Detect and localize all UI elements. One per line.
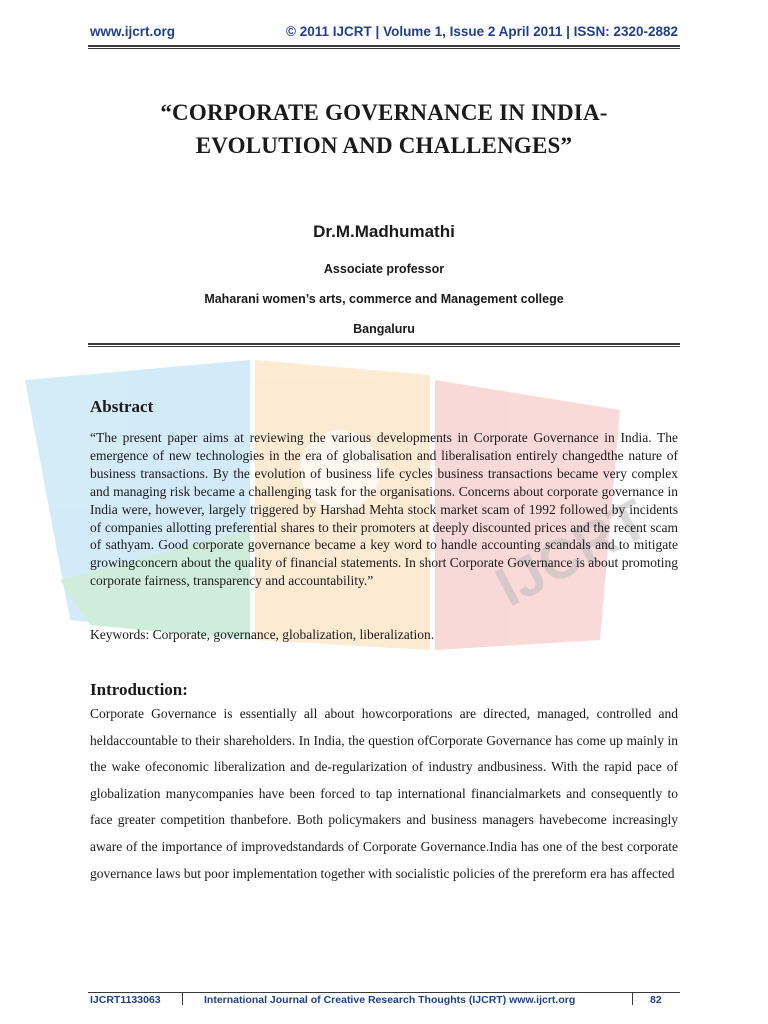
footer-separator	[632, 993, 633, 1005]
footer-page-number: 82	[650, 994, 662, 1006]
watermark-text: IJCRT	[485, 486, 658, 619]
author-city: Bangaluru	[353, 322, 415, 336]
header-rule	[88, 45, 680, 47]
footer-separator	[182, 993, 183, 1005]
header-rule-thin	[88, 48, 680, 49]
author-institution: Maharani women’s arts, commerce and Management college	[204, 292, 564, 306]
introduction-text: Corporate Governance is essentially all about howcorporations are directed, managed, controlled and heldaccountable to their shareholders. In India, the question ofCorporate Governance has come up mainly in the wake ofeconomic liberalization and de-regularization of industry andbusiness. With the rapid pace of globalization manycompanies have been forced to tap international financialmarkets and consequently to face greater competition thanbefore. Both policymakers and business managers havebecome increasingly aware of the importance of improvedstandards of Corporate Governance.India has one of the best corporate governance laws but poor implementation together with socialistic policies of the prereform era has affected	[90, 706, 678, 881]
introduction-heading: Introduction:	[90, 680, 188, 699]
footer-journal: International Journal of Creative Research Thoughts (IJCRT) www.ijcrt.org	[204, 994, 576, 1006]
abstract-heading: Abstract	[90, 397, 154, 416]
footer-paper-id: IJCRT1133063	[90, 994, 161, 1006]
footer-rule	[88, 992, 680, 993]
title-line-1: “CORPORATE GOVERNANCE IN INDIA-	[160, 100, 608, 125]
keywords: Keywords: Corporate, governance, globalization, liberalization.	[90, 627, 435, 642]
author-name: Dr.M.Madhumathi	[313, 222, 455, 241]
affiliation-rule-thin	[88, 346, 680, 347]
author-position: Associate professor	[323, 262, 445, 276]
header-site: www.ijcrt.org	[90, 24, 176, 39]
affiliation-rule	[88, 343, 680, 345]
abstract-text: “The present paper aims at reviewing the various developments in Corporate Governance in India. The emergence of new technologies in the era of globalisation and liberalisation entirely changedthe nature of business transactions. By the evolution of business life cycles business transactions became very complex and managing risk became a challenging task for the organisations. Concerns about corporate governance in India were, however, largely triggered by Harshad Mehta stock market scam of 1992 followed by incidents of companies allotting preferential shares to their promoters at deeply discounted prices and the recent scam of sathyam. Good corporate governance became a key word to handle accounting scandals and to mitigate growingconcern about the quality of financial statements. In short Corporate Governance is about promoting corporate fairness, transparency and accountability.”	[90, 430, 678, 589]
paper-title	[88, 96, 680, 162]
title-line-2: EVOLUTION AND CHALLENGES”	[195, 133, 573, 158]
header-issue-info: © 2011 IJCRT | Volume 1, Issue 2 April 2011 | ISSN: 2320-2882	[286, 24, 678, 39]
page-header	[90, 24, 678, 39]
